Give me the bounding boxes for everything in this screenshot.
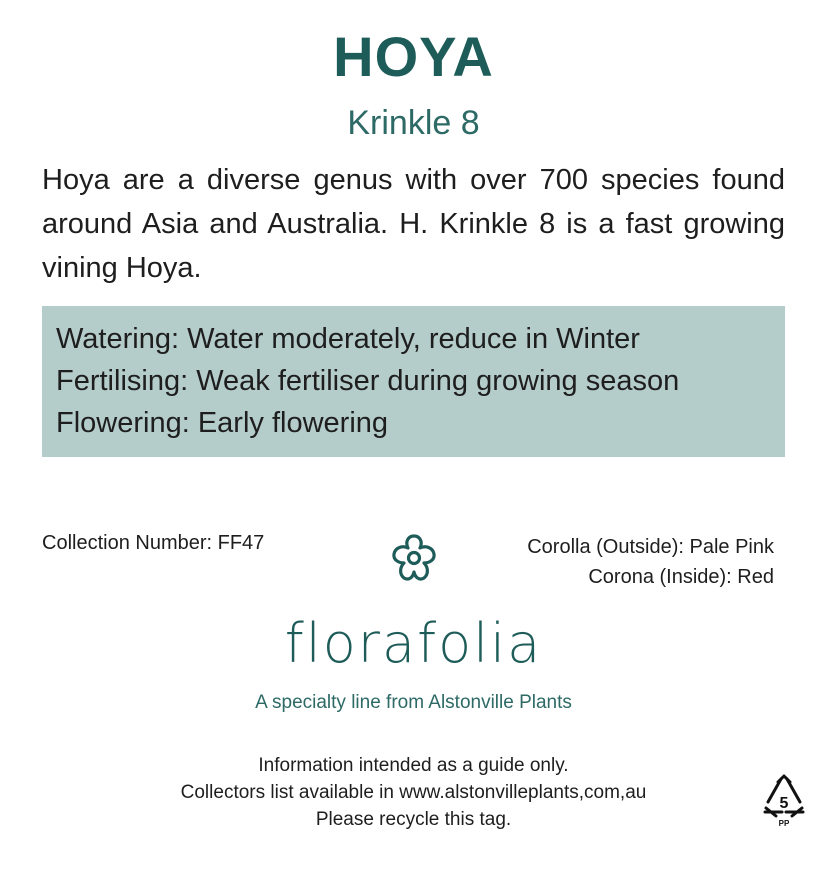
footer-disclaimer: Information intended as a guide only. [258,755,569,776]
care-panel [42,306,785,457]
recycle-code: PP [778,819,790,828]
brand-tagline: A specialty line from Alstonville Plants [255,692,572,713]
description: Hoya are a diverse genus with over 700 species found around Asia and Australia. H. Krinkle 8 is a fast growing vining Hoya. [42,164,785,284]
flower-colours [527,532,774,592]
footer-recycle: Please recycle this tag. [315,809,512,830]
page-title: HOYA [333,25,494,88]
corolla-text: Corolla (Outside): Pale Pink [527,536,774,558]
footer-collectors: Collectors list available in www.alstonvilleplants,com,au [180,782,647,803]
variety-subtitle: Krinkle 8 [347,104,480,142]
flower-icon [386,530,442,586]
watering-text: Watering: Water moderately, reduce in Winter [56,323,640,355]
flowering-text: Flowering: Early flowering [56,407,389,439]
collection-number: Collection Number: FF47 [42,532,265,554]
recycle-number: 5 [779,795,789,812]
fertilising-text: Fertilising: Weak fertiliser during growing season [56,365,680,397]
corona-text: Corona (Inside): Red [588,566,774,588]
brand-logo: florafolia [284,612,543,675]
footer [0,752,827,833]
recycle-icon [760,774,808,830]
